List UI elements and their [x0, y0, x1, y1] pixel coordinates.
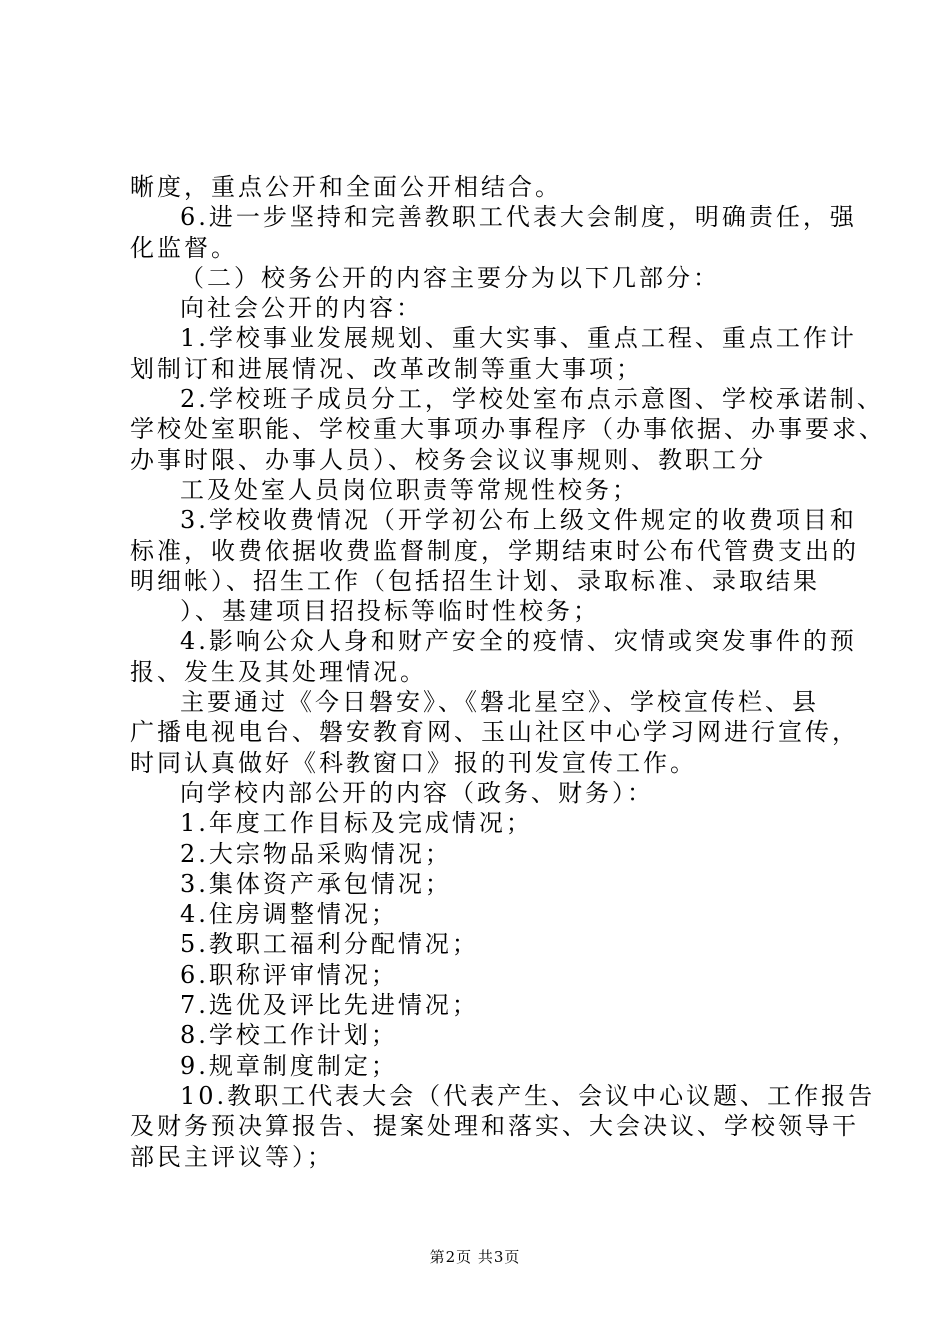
- text-line: 化监督。: [130, 233, 238, 262]
- text-line: （二）校务公开的内容主要分为以下几部分：: [180, 263, 720, 292]
- text-line: 6.职称评审情况；: [180, 960, 398, 989]
- document-body: [130, 172, 886, 1172]
- text-line: 向学校内部公开的内容（政务、财务）：: [180, 778, 654, 807]
- text-line: 广播电视电台、磐安教育网、玉山社区中心学习网进行宣传，: [130, 718, 859, 747]
- text-line: 2.学校班子成员分工，学校处室布点示意图、学校承诺制、: [180, 385, 884, 414]
- text-line: 明细帐）、招生工作（包括招生计划、录取标准、录取结果: [130, 566, 820, 595]
- text-line: 6.进一步坚持和完善教职工代表大会制度，明确责任，强: [180, 203, 857, 232]
- page-footer: 第2页 共3页: [429, 1248, 521, 1266]
- text-line: 3.集体资产承包情况；: [180, 869, 452, 898]
- text-line: 10.教职工代表大会（代表产生、会议中心议题、工作报告: [180, 1081, 876, 1110]
- text-line: 部民主评议等）；: [130, 1142, 334, 1171]
- text-line: 办事时限、办事人员）、校务会议议事规则、教职工分: [130, 445, 766, 474]
- text-line: 工及处室人员岗位职责等常规性校务；: [180, 475, 639, 504]
- text-line: 2.大宗物品采购情况；: [180, 839, 452, 868]
- text-line: 7.选优及评比先进情况；: [180, 991, 479, 1020]
- text-line: 8.学校工作计划；: [180, 1021, 398, 1050]
- text-line: 时同认真做好《科教窗口》报的刊发宣传工作。: [130, 748, 697, 777]
- text-line: ）、基建项目招投标等临时性校务；: [180, 597, 600, 626]
- text-line: 报、发生及其处理情况。: [130, 657, 427, 686]
- text-line: 晰度，重点公开和全面公开相结合。: [130, 173, 562, 201]
- text-line: 5.教职工福利分配情况；: [180, 930, 479, 959]
- text-line: 9.规章制度制定；: [180, 1051, 398, 1080]
- text-line: 向社会公开的内容：: [180, 294, 423, 323]
- text-line: 4.影响公众人身和财产安全的疫情、灾情或突发事件的预: [180, 627, 857, 656]
- text-line: 主要通过《今日磐安》、《磐北星空》、学校宣传栏、县: [180, 688, 819, 717]
- text-line: 标准，收费依据收费监督制度，学期结束时公布代管费支出的: [130, 536, 859, 565]
- text-line: 学校处室职能、学校重大事项办事程序（办事依据、办事要求、: [130, 415, 886, 444]
- text-line: 及财务预决算报告、提案处理和落实、大会决议、学校领导干: [130, 1112, 859, 1141]
- text-line: 3.学校收费情况（开学初公布上级文件规定的收费项目和: [180, 506, 857, 535]
- text-line: 划制订和进展情况、改革改制等重大事项；: [130, 354, 643, 383]
- text-line: 4.住房调整情况；: [180, 900, 398, 929]
- text-line: 1.学校事业发展规划、重大实事、重点工程、重点工作计: [180, 324, 857, 353]
- text-line: 1.年度工作目标及完成情况；: [180, 809, 533, 838]
